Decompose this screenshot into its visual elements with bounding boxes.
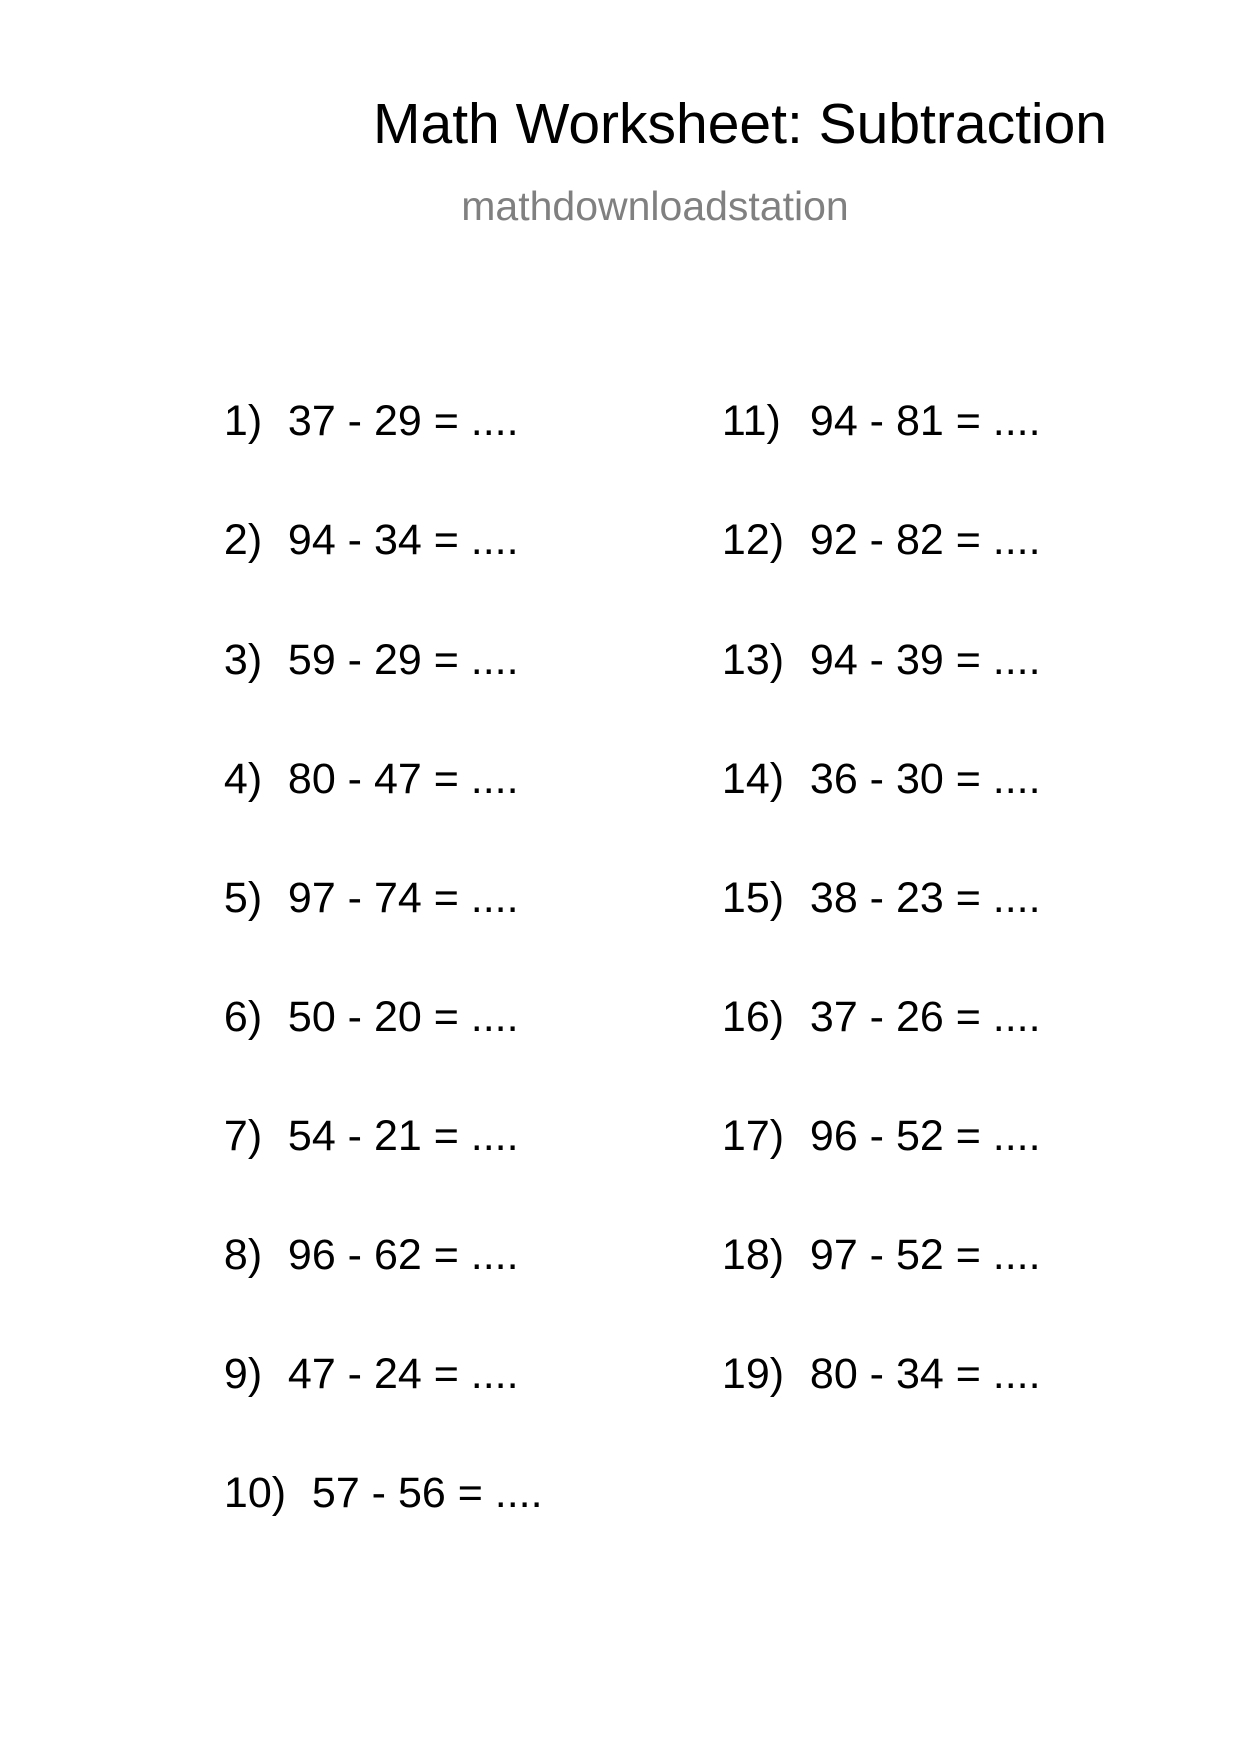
problem-expression: 97 - 74 = .... [287, 874, 519, 922]
problem-expression: 36 - 30 = .... [809, 755, 1041, 803]
problem-item [698, 357, 1041, 443]
worksheet-title: Math Worksheet: Subtraction [373, 92, 1107, 156]
problem-item [200, 715, 519, 801]
worksheet-subtitle: mathdownloadstation [461, 183, 849, 229]
problem-expression: 57 - 56 = .... [311, 1469, 543, 1517]
problem-item [698, 1191, 1041, 1277]
problem-expression: 94 - 34 = .... [287, 516, 519, 564]
problem-number: 6) [223, 993, 263, 1041]
problem-expression: 97 - 52 = .... [809, 1231, 1041, 1279]
problem-number: 19) [721, 1350, 785, 1398]
problem-expression: 94 - 81 = .... [809, 397, 1041, 445]
problem-item [200, 1191, 519, 1277]
problem-number: 3) [223, 636, 263, 684]
problem-expression: 80 - 47 = .... [287, 755, 519, 803]
problem-number: 10) [223, 1469, 287, 1517]
problem-expression: 37 - 26 = .... [809, 993, 1041, 1041]
problem-expression: 96 - 52 = .... [809, 1112, 1041, 1160]
problem-number: 1) [223, 397, 263, 445]
problem-item [200, 1310, 519, 1396]
problem-expression: 50 - 20 = .... [287, 993, 519, 1041]
problem-item [698, 1310, 1041, 1396]
problem-number: 9) [223, 1350, 263, 1398]
problem-item [698, 953, 1041, 1039]
problem-expression: 80 - 34 = .... [809, 1350, 1041, 1398]
problem-number: 16) [721, 993, 785, 1041]
problem-number: 14) [721, 755, 785, 803]
problem-item [698, 1072, 1041, 1158]
problem-expression: 96 - 62 = .... [287, 1231, 519, 1279]
problem-item [200, 357, 519, 443]
problem-expression: 94 - 39 = .... [809, 636, 1041, 684]
problem-number: 4) [223, 755, 263, 803]
problem-item [698, 834, 1041, 920]
problem-item [200, 1429, 543, 1515]
problem-number: 13) [721, 636, 785, 684]
problem-number: 12) [721, 516, 785, 564]
problem-expression: 38 - 23 = .... [809, 874, 1041, 922]
problem-item [200, 1072, 519, 1158]
problem-number: 15) [721, 874, 785, 922]
problem-item [200, 596, 519, 682]
problem-number: 11) [721, 397, 781, 445]
problem-number: 8) [223, 1231, 263, 1279]
problem-expression: 37 - 29 = .... [287, 397, 519, 445]
problem-expression: 59 - 29 = .... [287, 636, 519, 684]
problem-number: 7) [223, 1112, 263, 1160]
problem-item [698, 715, 1041, 801]
problem-item [698, 596, 1041, 682]
problem-number: 2) [223, 516, 263, 564]
problem-number: 5) [223, 874, 263, 922]
problem-number: 18) [721, 1231, 785, 1279]
problem-expression: 47 - 24 = .... [287, 1350, 519, 1398]
problem-expression: 54 - 21 = .... [287, 1112, 519, 1160]
problem-item [200, 476, 519, 562]
problem-item [200, 834, 519, 920]
problem-item [698, 476, 1041, 562]
problem-number: 17) [721, 1112, 785, 1160]
problem-expression: 92 - 82 = .... [809, 516, 1041, 564]
problem-item [200, 953, 519, 1039]
